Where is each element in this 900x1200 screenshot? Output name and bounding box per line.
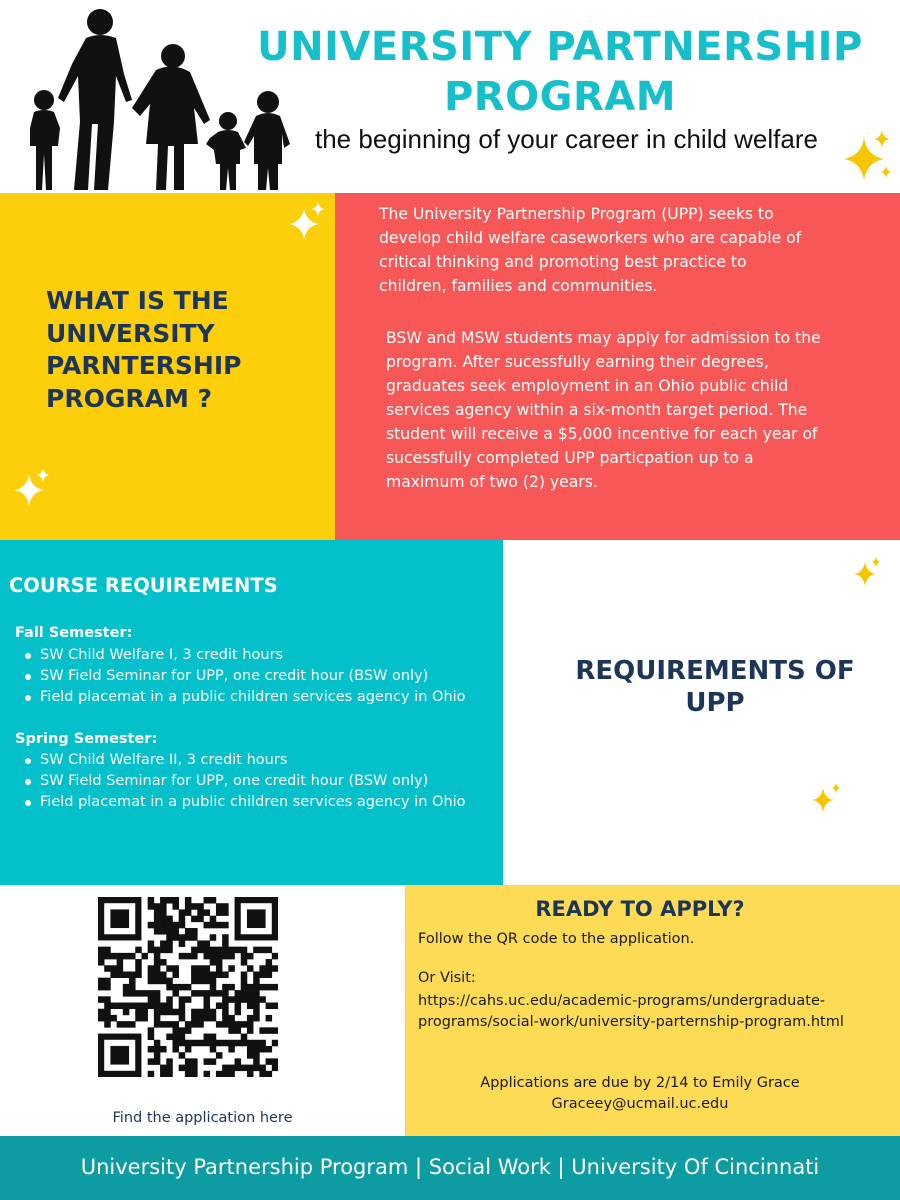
- footer-text: University Partnership Program | Social Work | University Of Cincinnati: [80, 1155, 820, 1179]
- list-item: Field placemat in a public children services agency in Ohio: [22, 792, 472, 813]
- text-line: sucessfully completed UPP particpation up to a: [386, 449, 754, 467]
- text-line: graduates seek employment in an Ohio public child: [386, 377, 789, 395]
- text-line: children, families and communities.: [379, 277, 658, 295]
- requirements-heading-line: UPP: [685, 688, 745, 718]
- list-item: SW Field Seminar for UPP, one credit hour (BSW only): [22, 771, 472, 792]
- text-line: The University Partnership Program (UPP) seeks to: [379, 205, 774, 223]
- list-item: SW Child Welfare II, 3 credit hours: [22, 750, 472, 771]
- requirements-heading-line: REQUIREMENTS OF: [575, 656, 855, 686]
- sparkle-icon: [842, 128, 894, 182]
- list-item: SW Child Welfare I, 3 credit hours: [22, 645, 472, 666]
- title-line-1: UNIVERSITY PARTNERSHIP: [257, 24, 863, 70]
- fall-semester-label: Fall Semester:: [15, 625, 133, 641]
- text-line: student will receive a $5,000 incentive for each year of: [386, 425, 818, 443]
- apply-visit-label: Or Visit:: [418, 970, 476, 986]
- text-line: maximum of two (2) years.: [386, 473, 598, 491]
- text-line: program. After sucessfully earning their degrees,: [386, 353, 769, 371]
- application-link-line[interactable]: https://cahs.uc.edu/academic-programs/undergraduate-: [418, 993, 826, 1009]
- tagline: the beginning of your career in child welfare: [315, 124, 818, 154]
- contact-email[interactable]: Graceey@ucmail.uc.edu: [551, 1096, 729, 1112]
- upp-details-paragraph: [386, 326, 848, 494]
- what-is-heading-line: PROGRAM ?: [46, 383, 213, 413]
- sparkle-icon: [810, 782, 842, 814]
- qr-caption: Find the application here: [112, 1110, 293, 1126]
- application-link[interactable]: [418, 991, 888, 1033]
- spring-course-list: [22, 750, 472, 813]
- list-item: Field placemat in a public children services agency in Ohio: [22, 687, 472, 708]
- course-requirements-heading: COURSE REQUIREMENTS: [9, 574, 278, 597]
- sparkle-icon: [12, 466, 52, 508]
- fall-course-list: [22, 645, 472, 708]
- apply-instructions: Follow the QR code to the application.: [418, 931, 695, 947]
- what-is-heading-line: UNIVERSITY: [46, 318, 215, 348]
- due-date-text: Applications are due by 2/14 to Emily Grace: [480, 1075, 800, 1091]
- sparkle-icon: [852, 556, 882, 588]
- qr-code-icon[interactable]: [98, 897, 278, 1077]
- requirements-heading: [540, 655, 890, 719]
- text-line: critical thinking and promoting best practice to: [379, 253, 747, 271]
- text-line: develop child welfare caseworkers who are capable of: [379, 229, 802, 247]
- application-link-line[interactable]: programs/social-work/university-parternship-program.html: [418, 1014, 844, 1030]
- text-line: services agency within a six-month target period. The: [386, 401, 808, 419]
- page-title: [235, 22, 885, 122]
- what-is-heading-line: WHAT IS THE: [46, 286, 229, 315]
- what-is-heading-line: PARNTERSHIP: [46, 351, 242, 380]
- text-line: BSW and MSW students may apply for admission to the: [386, 329, 821, 347]
- upp-intro-paragraph: [379, 202, 849, 298]
- sparkle-icon: [287, 200, 327, 242]
- spring-semester-label: Spring Semester:: [15, 731, 158, 747]
- what-is-heading: [46, 285, 316, 415]
- apply-heading: READY TO APPLY?: [535, 897, 745, 921]
- title-line-2: PROGRAM: [443, 74, 676, 120]
- list-item: SW Field Seminar for UPP, one credit hour (BSW only): [22, 666, 472, 687]
